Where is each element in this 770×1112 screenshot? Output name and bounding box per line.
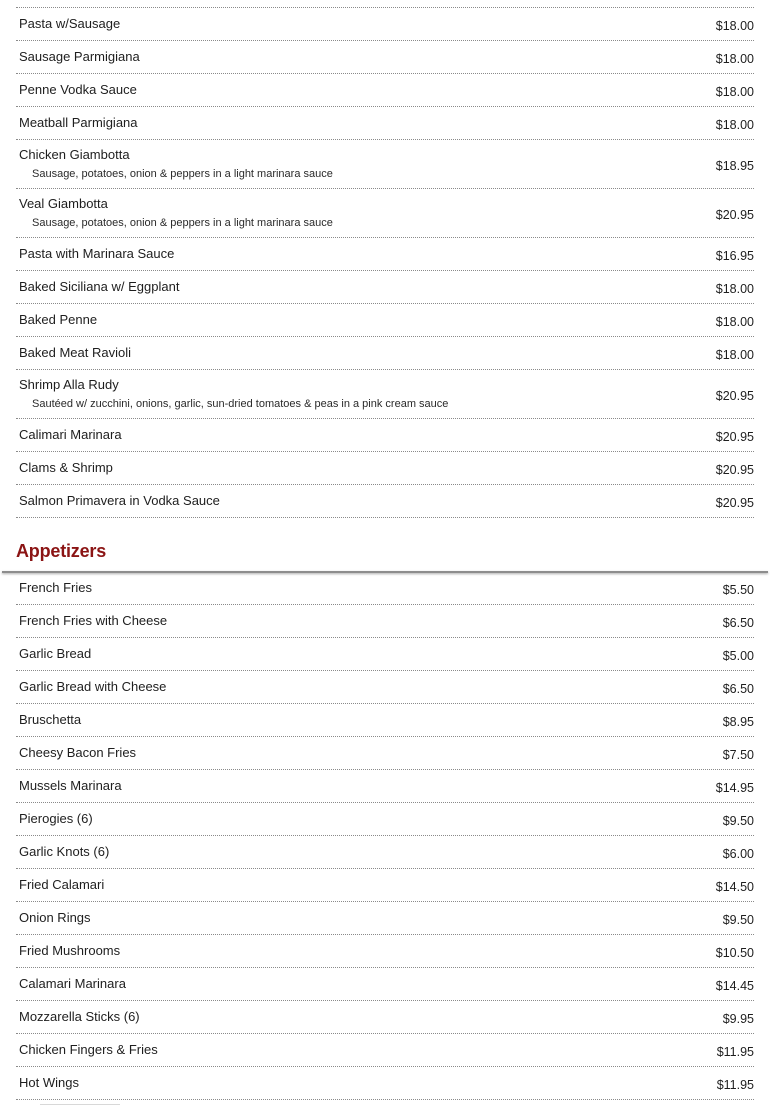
menu-item-name: Onion Rings	[19, 910, 91, 925]
menu-item-info	[16, 82, 137, 98]
menu-item-price: $6.50	[722, 616, 754, 630]
menu-item-price: $20.95	[715, 496, 754, 510]
menu-item-price: $14.45	[715, 979, 754, 993]
menu-item-row[interactable]	[16, 836, 754, 869]
menu-item-name: Veal Giambotta	[19, 196, 108, 211]
menu-item-name: Cheesy Bacon Fries	[19, 745, 137, 760]
menu-item-name: French Fries	[19, 580, 92, 595]
menu-item-name: Chicken Giambotta	[19, 147, 130, 162]
menu-item-row[interactable]	[16, 605, 754, 638]
menu-item-row[interactable]	[16, 1034, 754, 1067]
menu-item-name: French Fries with Cheese	[19, 613, 168, 628]
menu-item-name: Baked Siciliana w/ Eggplant	[19, 279, 180, 294]
menu-item-row[interactable]	[16, 485, 754, 518]
menu-item-price: $18.00	[715, 52, 754, 66]
menu-item-info	[16, 844, 109, 860]
menu-item-row[interactable]	[16, 1001, 754, 1034]
menu-item-row[interactable]	[16, 638, 754, 671]
menu-item-name: Calimari Marinara	[19, 427, 122, 442]
menu-item-info	[16, 312, 97, 328]
menu-item-price: $11.95	[716, 1078, 754, 1092]
menu-item-name: Shrimp Alla Rudy	[19, 377, 119, 392]
menu-item-price: $5.00	[722, 649, 754, 663]
menu-item-info	[16, 196, 333, 230]
menu-item-info	[16, 976, 126, 992]
menu-item-price: $7.50	[722, 748, 754, 762]
menu-item-row[interactable]	[16, 271, 754, 304]
menu-item-price: $5.50	[722, 583, 754, 597]
menu-item-price: $6.00	[722, 847, 754, 861]
menu-item-row[interactable]	[16, 1067, 754, 1100]
menu-item-name: Baked Penne	[19, 312, 98, 327]
menu-item-name: Clams & Shrimp	[19, 460, 113, 475]
menu-item-price: $18.00	[715, 85, 754, 99]
menu-item-row[interactable]	[16, 770, 754, 803]
menu-item-info	[16, 49, 140, 65]
menu-item-info	[16, 345, 131, 361]
menu-item-row[interactable]	[16, 189, 754, 238]
menu-item-price: $9.50	[722, 913, 754, 927]
menu-item-row[interactable]	[16, 737, 754, 770]
pasta-menu-list	[16, 7, 754, 518]
menu-item-name: Chicken Fingers & Fries	[19, 1042, 158, 1057]
menu-item-price: $8.95	[722, 715, 754, 729]
menu-item-row[interactable]	[16, 140, 754, 189]
menu-item-info	[16, 246, 174, 262]
menu-item-price: $18.00	[715, 19, 754, 33]
menu-item-price: $18.00	[715, 348, 754, 362]
menu-item-name: Salmon Primavera in Vodka Sauce	[19, 493, 220, 508]
menu-item-info	[16, 1042, 158, 1058]
menu-item-info	[16, 910, 91, 926]
menu-item-name: Pierogies (6)	[19, 811, 93, 826]
menu-item-price: $18.00	[715, 118, 754, 132]
menu-item-description: Sautéed w/ zucchini, onions, garlic, sun-dried tomatoes & peas in a pink cream sauce	[32, 398, 449, 410]
menu-item-name: Pasta with Marinara Sauce	[19, 246, 175, 261]
menu-item-info	[16, 646, 91, 662]
menu-item-name: Garlic Bread	[19, 646, 92, 661]
menu-item-info	[16, 811, 93, 827]
menu-item-name: Fried Calamari	[19, 877, 105, 892]
appetizers-menu-list	[16, 572, 754, 1100]
menu-item-row[interactable]	[16, 8, 754, 41]
appetizers-heading: Appetizers	[16, 541, 107, 561]
menu-item-row[interactable]	[16, 572, 754, 605]
menu-item-name: Fried Mushrooms	[19, 943, 121, 958]
menu-item-info	[16, 493, 220, 509]
menu-item-row[interactable]	[16, 671, 754, 704]
menu-item-info	[16, 613, 167, 629]
menu-item-info	[16, 460, 113, 476]
menu-item-row[interactable]	[16, 452, 754, 485]
menu-item-price: $18.00	[715, 282, 754, 296]
menu-item-name: Garlic Knots (6)	[19, 844, 110, 859]
menu-item-name: Penne Vodka Sauce	[19, 82, 137, 97]
menu-item-row[interactable]	[16, 803, 754, 836]
menu-item-price: $18.95	[715, 159, 754, 173]
menu-item-row[interactable]	[16, 704, 754, 737]
menu-item-info	[16, 1009, 140, 1025]
menu-item-price: $9.95	[722, 1012, 754, 1026]
menu-item-row[interactable]	[16, 74, 754, 107]
menu-item-row[interactable]	[16, 902, 754, 935]
menu-item-row[interactable]	[16, 968, 754, 1001]
menu-item-row[interactable]	[16, 869, 754, 902]
menu-item-name: Garlic Bread with Cheese	[19, 679, 167, 694]
menu-item-row[interactable]	[16, 935, 754, 968]
menu-item-row[interactable]	[16, 304, 754, 337]
menu-item-info	[16, 115, 138, 131]
menu-item-price: $20.95	[715, 463, 754, 477]
menu-item-price: $20.95	[715, 208, 754, 222]
menu-item-name: Sausage Parmigiana	[19, 49, 140, 64]
menu-item-price: $20.95	[715, 430, 754, 444]
menu-item-row[interactable]	[16, 41, 754, 74]
menu-item-info	[16, 377, 448, 411]
menu-item-info	[16, 745, 136, 761]
menu-item-row[interactable]	[16, 107, 754, 140]
menu-item-name: Bruschetta	[19, 712, 82, 727]
menu-item-row[interactable]	[16, 370, 754, 419]
menu-item-info	[16, 778, 122, 794]
menu-item-name: Mussels Marinara	[19, 778, 122, 793]
menu-item-price: $16.95	[715, 249, 754, 263]
menu-item-description: Sausage, potatoes, onion & peppers in a light marinara sauce	[32, 168, 333, 180]
menu-item-price: $20.95	[715, 389, 754, 403]
menu-item-name: Meatball Parmigiana	[19, 115, 138, 130]
menu-item-price: $14.95	[715, 781, 754, 795]
menu-item-info	[16, 943, 120, 959]
menu-item-row[interactable]	[16, 419, 754, 452]
menu-item-price: $10.50	[715, 946, 754, 960]
menu-item-info	[16, 712, 81, 728]
menu-item-name: Mozzarella Sticks (6)	[19, 1009, 140, 1024]
menu-item-price: $14.50	[715, 880, 754, 894]
menu-item-name: Pasta w/Sausage	[19, 16, 121, 31]
menu-item-info	[16, 427, 122, 443]
menu-item-info	[16, 580, 92, 596]
menu-item-price: $18.00	[715, 315, 754, 329]
menu-item-name: Hot Wings	[19, 1075, 79, 1090]
menu-item-name: Baked Meat Ravioli	[19, 345, 131, 360]
menu-item-row[interactable]	[16, 337, 754, 370]
menu-item-price: $11.95	[716, 1045, 754, 1059]
menu-item-info	[16, 1075, 79, 1091]
menu-item-name: Calamari Marinara	[19, 976, 126, 991]
menu-item-info	[16, 147, 333, 181]
menu-item-price: $9.50	[722, 814, 754, 828]
menu-item-description: Sausage, potatoes, onion & peppers in a light marinara sauce	[32, 217, 333, 229]
menu-item-row[interactable]	[16, 238, 754, 271]
menu-item-price: $6.50	[722, 682, 754, 696]
menu-item-info	[16, 16, 120, 32]
menu-item-info	[16, 279, 179, 295]
menu-item-info	[16, 877, 104, 893]
menu-item-info	[16, 679, 166, 695]
